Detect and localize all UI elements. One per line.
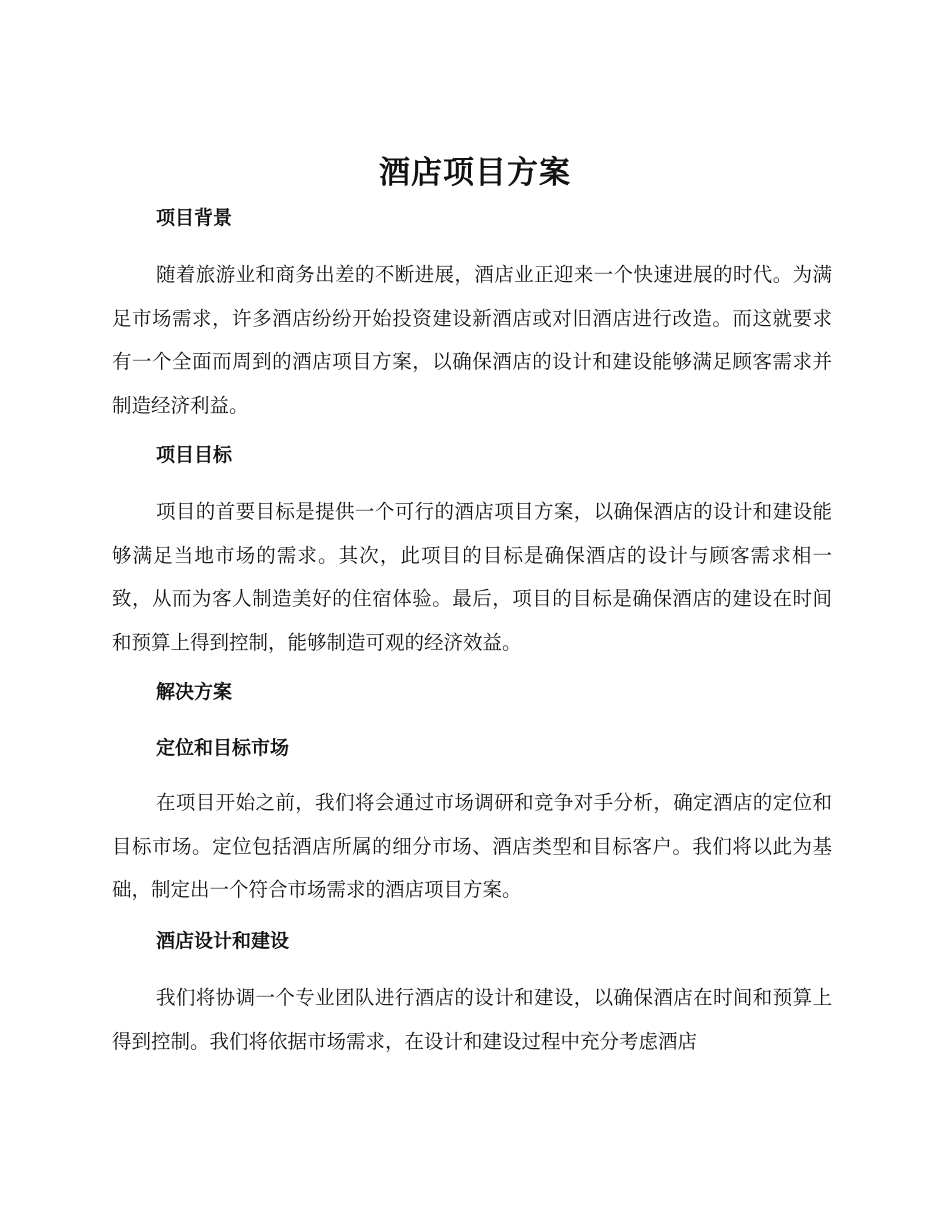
section-heading-positioning: 定位和目标市场 — [156, 737, 290, 759]
section-heading-solution: 解决方案 — [156, 681, 233, 703]
section-paragraph-design-build: 我们将协调一个专业团队进行酒店的设计和建设，以确保酒店在时间和预算上得到控制。我们将依据市场需求，在设计和建设过程中充分考虑酒店 — [112, 986, 832, 1053]
document-title: 酒店项目方案 — [379, 155, 571, 191]
section-paragraph-goals: 项目的首要目标是提供一个可行的酒店项目方案，以确保酒店的设计和建设能够满足当地市场的需求。其次，此项目的目标是确保酒店的设计与顾客需求相一致，从而为客人制造美好的住宿体验。最后，项目的目标是确保酒店的建设在时间和预算上得到控制，能够制造可观的经济效益。 — [112, 500, 832, 654]
section-paragraph-background: 随着旅游业和商务出差的不断进展，酒店业正迎来一个快速进展的时代。为满足市场需求，许多酒店纷纷开始投资建设新酒店或对旧酒店进行改造。而这就要求有一个全面而周到的酒店项目方案，以确保酒店的设计和建设能够满足顾客需求并制造经济利益。 — [112, 263, 832, 417]
section-heading-goals: 项目目标 — [156, 444, 233, 466]
section-paragraph-positioning: 在项目开始之前，我们将会通过市场调研和竞争对手分析，确定酒店的定位和目标市场。定位包括酒店所属的细分市场、酒店类型和目标客户。我们将以此为基础，制定出一个符合市场需求的酒店项目方案。 — [112, 791, 832, 901]
section-heading-design-build: 酒店设计和建设 — [156, 930, 290, 952]
section-heading-background: 项目背景 — [156, 207, 233, 229]
